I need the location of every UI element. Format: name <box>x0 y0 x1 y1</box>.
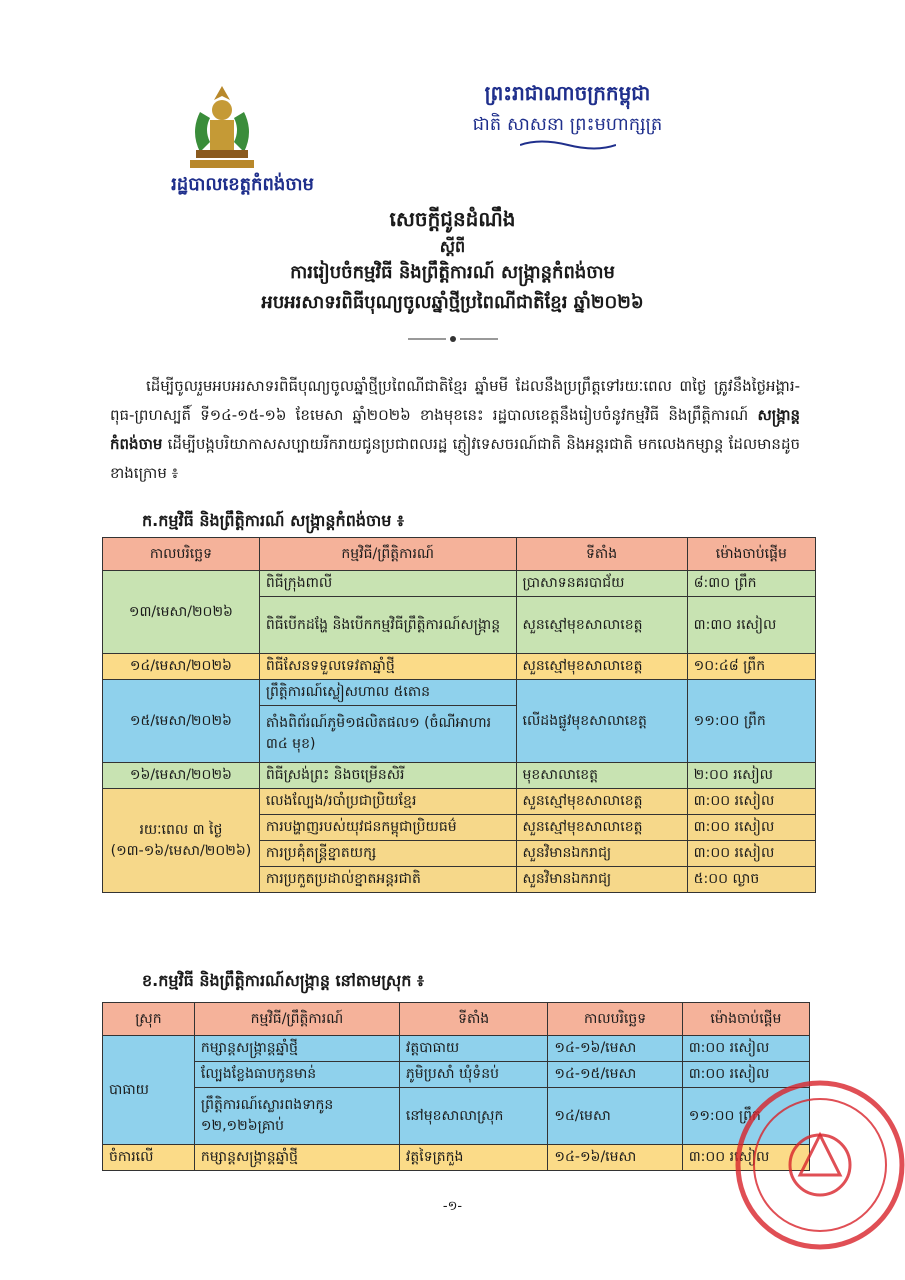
table-row <box>103 571 816 597</box>
date-cell: ១៤/មេសា/២០២៦ <box>103 654 260 680</box>
time-cell: ៣:៣០ រសៀល <box>687 597 815 654</box>
time-cell: ៥:០០ ល្ងាច <box>687 867 815 893</box>
date-cell: រយៈពេល ៣ ថ្ងៃ (១៣-១៦/មេសា/២០២៦) <box>103 789 260 893</box>
time-cell: ៣:០០ រសៀល <box>682 1145 809 1171</box>
province-administration-label: រដ្ឋបាលខេត្តកំពង់ចាម <box>171 174 314 195</box>
event-cell: កម្សាន្តសង្ក្រាន្តឆ្នាំថ្មី <box>194 1036 399 1062</box>
place-cell: លើដងផ្លូវមុខសាលាខេត្ត <box>516 680 687 763</box>
tacteing-ornament-icon <box>520 138 616 152</box>
date-cell: ១៣/មេសា/២០២៦ <box>103 571 260 654</box>
event-cell: ព្រឹត្តិការណ៍ស្លៀសហាល ៥តោន <box>259 680 516 706</box>
section-a-heading: ក.កម្មវិធី និងព្រឹត្តិការណ៍ សង្ក្រាន្តកំពង់ចាម ៖ <box>142 511 405 530</box>
notice-subject-label: ស្តីពី <box>439 237 466 256</box>
col-place: ទីតាំង <box>516 538 687 571</box>
event-cell: ការប្រគុំតន្ត្រីខ្នាតយក្ស <box>259 841 516 867</box>
table-row <box>103 1062 810 1088</box>
date-cell: ១៤/មេសា <box>548 1088 682 1145</box>
event-cell: លេងល្បែង/របាំប្រជាប្រិយខ្មែរ <box>259 789 516 815</box>
event-cell: ការប្រកួតប្រដាល់ខ្នាតអន្តរជាតិ <box>259 867 516 893</box>
district-cell: បាធាយ <box>103 1036 195 1145</box>
time-cell: ១០:៤៨ ព្រឹក <box>687 654 815 680</box>
place-cell: សួនវិមានឯករាជ្យ <box>516 841 687 867</box>
notice-subject-line2: អបអរសាទរពិធីបុណ្យចូលឆ្នាំថ្មីប្រពៃណីជាតិខ្មែរ ឆ្នាំ២០២៦ <box>261 292 644 313</box>
table-row <box>103 1088 810 1145</box>
time-cell: ១១:០០ ព្រឹក <box>682 1088 809 1145</box>
page-number: -១- <box>442 1199 463 1214</box>
event-cell: ពិធីសែនទទួលទេវតាឆ្នាំថ្មី <box>259 654 516 680</box>
ministry-emblem-icon <box>170 82 274 174</box>
place-cell: វត្តទៃត្រកួង <box>399 1145 547 1171</box>
intro-highlight: សង្ក្រាន្តកំពង់ចាម <box>110 406 800 453</box>
time-cell: ៣:០០ រសៀល <box>687 841 815 867</box>
place-cell: សួនវិមានឯករាជ្យ <box>516 867 687 893</box>
place-cell: វត្តបាធាយ <box>399 1036 547 1062</box>
date-cell: ១៥/មេសា/២០២៦ <box>103 680 260 763</box>
time-cell: ៣:០០ រសៀល <box>682 1036 809 1062</box>
table-row <box>103 1145 810 1171</box>
col-district: ស្រុក <box>103 1003 195 1036</box>
place-cell: នៅមុខសាលាស្រុក <box>399 1088 547 1145</box>
date-cell: ១៤-១៦/មេសា <box>548 1036 682 1062</box>
col-date: កាលបរិច្ឆេទ <box>103 538 260 571</box>
time-cell: ៣:០០ រសៀល <box>687 789 815 815</box>
col-event: កម្មវិធី/ព្រឹត្តិការណ៍ <box>194 1003 399 1036</box>
time-cell: ៣:០០ រសៀល <box>687 815 815 841</box>
col-time: ម៉ោងចាប់ផ្តើម <box>687 538 815 571</box>
event-cell: ការបង្ហាញរបស់យុវជនកម្ពុជាប្រិយធម៌ <box>259 815 516 841</box>
time-cell: ២:០០ រសៀល <box>687 763 815 789</box>
time-cell: ១១:០០ ព្រឹក <box>687 680 815 763</box>
event-cell: កម្សាន្តសង្ក្រាន្តឆ្នាំថ្មី <box>194 1145 399 1171</box>
col-place: ទីតាំង <box>399 1003 547 1036</box>
national-motto: ជាតិ សាសនា ព្រះមហាក្សត្រ <box>472 114 663 135</box>
table-header-row <box>103 1003 810 1036</box>
notice-subject-line1: ការរៀបចំកម្មវិធី និងព្រឹត្តិការណ៍ សង្ក្រាន្តកំពង់ចាម <box>290 262 615 283</box>
col-time: ម៉ោងចាប់ផ្តើម <box>682 1003 809 1036</box>
place-cell: ភូមិប្រសាំ ឃុំទំនប់ <box>399 1062 547 1088</box>
table-row <box>103 1036 810 1062</box>
col-event: កម្មវិធី/ព្រឹត្តិការណ៍ <box>259 538 516 571</box>
date-cell: ១៤-១៥/មេសា <box>548 1062 682 1088</box>
event-cell: ពិធីស្រង់ព្រះ និងចម្រើនសិរី <box>259 763 516 789</box>
kingdom-title: ព្រះរាជាណាចក្រកម្ពុជា <box>484 81 651 105</box>
table-row <box>103 680 816 706</box>
event-cell: ពិធីក្រុងពាលី <box>259 571 516 597</box>
district-cell: ចំការលើ <box>103 1145 195 1171</box>
date-cell: ១៤-១៦/មេសា <box>548 1145 682 1171</box>
event-cell: ពិធីបើកដង្ហែ និងបើកកម្មវិធីព្រឹត្តិការណ៍សង្ក្រាន្ត <box>259 597 516 654</box>
official-seal-stamp-icon <box>730 1075 905 1255</box>
table-row <box>103 654 816 680</box>
place-cell: មុខសាលាខេត្ត <box>516 763 687 789</box>
section-b-heading: ខ.កម្មវិធី និងព្រឹត្តិការណ៍សង្ក្រាន្ត នៅតាមស្រុក ៖ <box>142 971 425 990</box>
event-cell: ព្រឹត្តិការណ៍ស្លោរពងទាកូន ១២,១២៦គ្រាប់ <box>194 1088 399 1145</box>
place-cell: សួនស្មៅមុខសាលាខេត្ត <box>516 597 687 654</box>
provincial-schedule-table <box>102 537 816 893</box>
event-cell: ល្បែងខ្លែងធាបកូនមាន់ <box>194 1062 399 1088</box>
col-date: កាលបរិច្ឆេទ <box>548 1003 682 1036</box>
date-cell: ១៦/មេសា/២០២៦ <box>103 763 260 789</box>
time-cell: ៨:៣០ ព្រឹក <box>687 571 815 597</box>
place-cell: ប្រាសាទនគរបាជ័យ <box>516 571 687 597</box>
time-cell: ៣:០០ រសៀល <box>682 1062 809 1088</box>
intro-paragraph: ដើម្បីចូលរួមអបអរសាទរពិធីបុណ្យចូលឆ្នាំថ្មីប្រពៃណីជាតិខ្មែរ ឆ្នាំមមី ដែលនឹងប្រព្រឹត្តទៅរយៈពេល ៣ថ្ងៃ ត្រូវនឹងថ្ងៃអង្គារ-ពុធ-ព្រហស្បតិ៍ ទី១៤-១៥-១៦ ខែមេសា ឆ្នាំ២០២៦ ខាងមុខនេះ រដ្ឋបាលខេត្តនឹងរៀបចំនូវកម្មវិធី និងព្រឹត្តិការណ៍ សង្ក្រាន្តកំពង់ចាម ដើម្បីបង្កបរិយាកាសសប្បាយរីករាយជូនប្រជាពលរដ្ឋ ភ្ញៀវទេសចរណ៍ជាតិ និងអន្តរជាតិ មកលេងកម្សាន្ត ដែលមានដូចខាងក្រោម ៖ <box>110 377 800 482</box>
table-row <box>103 763 816 789</box>
event-cell: តាំងពិព័រណ៍ភូមិ១ផលិតផល១ (ចំណីអាហារ ៣៤ មុខ) <box>259 706 516 763</box>
place-cell: សួនស្មៅមុខសាលាខេត្ត <box>516 815 687 841</box>
district-schedule-table <box>102 1002 810 1171</box>
place-cell: សួនស្មៅមុខសាលាខេត្ត <box>516 654 687 680</box>
table-row <box>103 789 816 815</box>
divider-ornament-icon <box>408 334 498 344</box>
table-header-row <box>103 538 816 571</box>
place-cell: សួនស្មៅមុខសាលាខេត្ត <box>516 789 687 815</box>
notice-title: សេចក្តីជូនដំណឹង <box>389 207 516 231</box>
